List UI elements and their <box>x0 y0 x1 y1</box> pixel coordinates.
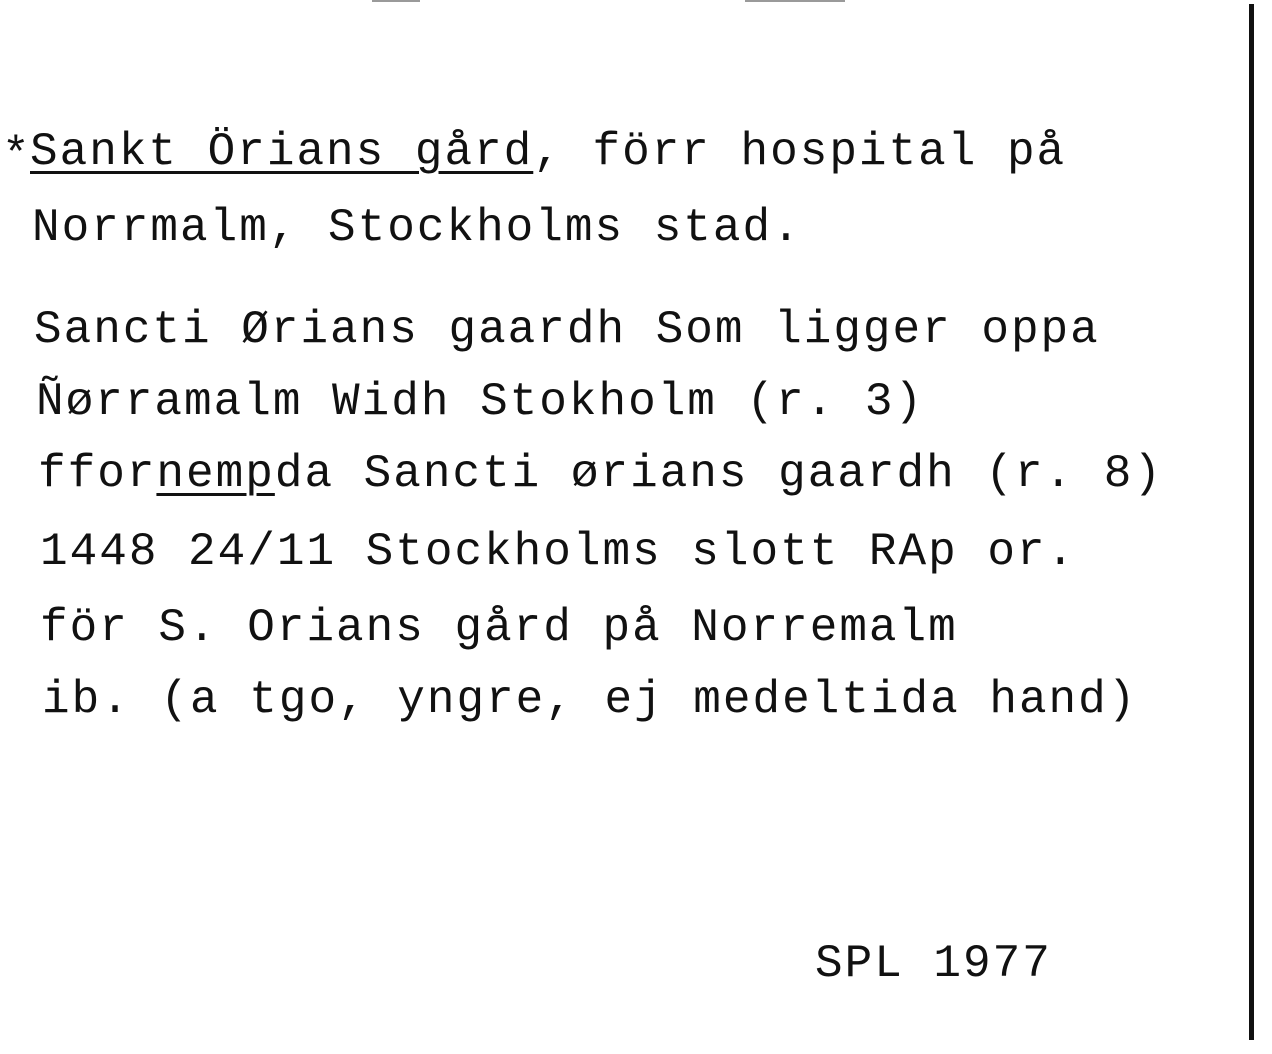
asterisk-marker: * <box>2 130 30 182</box>
place-name: Sankt Örians gård <box>30 126 534 178</box>
card-edge-line <box>1249 4 1254 1040</box>
quote-word-pre: ffor <box>38 448 157 500</box>
quote-line-1: Sancti Ørians gaardh Som ligger oppa <box>34 304 1100 356</box>
heading-rest: , förr hospital på <box>533 126 1067 178</box>
quote-line-2: Ñørramalm Widh Stokholm (r. 3) <box>36 376 925 428</box>
signature: SPL 1977 <box>815 938 1052 990</box>
note-line-2: ib. (a tgo, yngre, ej medeltida hand) <box>42 674 1138 726</box>
quote-word-post: da Sancti ørians gaardh (r. 8) <box>274 448 1163 500</box>
note-line-1: för S. Orians gård på Norremalm <box>40 602 958 654</box>
heading-line-1 <box>30 124 1066 180</box>
scan-mark-left <box>372 0 420 2</box>
quote-line-3 <box>38 446 1163 502</box>
heading-line-2: Norrmalm, Stockholms stad. <box>32 202 802 254</box>
quote-word-underlined: nemp <box>156 448 275 500</box>
scan-mark-right <box>745 0 845 2</box>
source-line: 1448 24/11 Stockholms slott RAp or. <box>40 526 1077 578</box>
